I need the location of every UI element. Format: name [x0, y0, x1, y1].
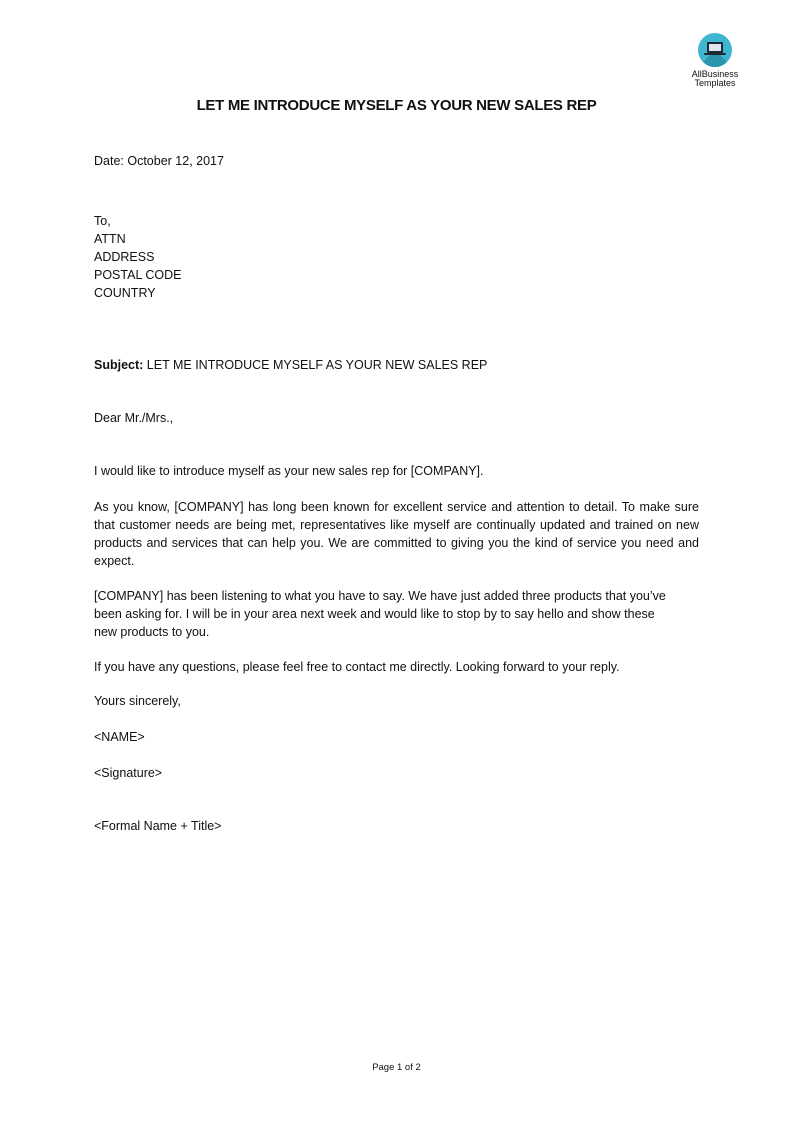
recipient-country: COUNTRY	[94, 286, 156, 300]
recipient-attn: ATTN	[94, 232, 126, 246]
recipient-to: To,	[94, 214, 111, 228]
date-line: Date: October 12, 2017	[94, 154, 224, 168]
formal-name-title: <Formal Name + Title>	[94, 819, 222, 833]
subject-label: Subject:	[94, 358, 144, 372]
subject-line	[94, 356, 487, 374]
laptop-icon	[698, 33, 732, 67]
paragraph-service: As you know, [COMPANY] has long been known for excellent service and attention to detail. To make sure that customer needs are being met, representatives like myself are continually updated and trained on new products and services that can help you. We are committed to giving you the kind of service you need and expect.	[94, 500, 699, 568]
salutation: Dear Mr./Mrs.,	[94, 411, 174, 425]
logo-text-line1: AllBusiness	[691, 69, 739, 79]
document-title: LET ME INTRODUCE MYSELF AS YOUR NEW SALES REP	[196, 97, 597, 114]
signature-placeholder: <Signature>	[94, 766, 163, 780]
paragraph-intro: I would like to introduce myself as your new sales rep for [COMPANY].	[94, 464, 484, 478]
sender-name: <NAME>	[94, 730, 145, 744]
allbusiness-templates-logo	[684, 33, 746, 88]
logo-text-line2: Templates	[694, 78, 736, 88]
page-number: Page 1 of 2	[372, 1062, 421, 1073]
subject-text: LET ME INTRODUCE MYSELF AS YOUR NEW SALES REP	[146, 358, 488, 372]
paragraph-contact: If you have any questions, please feel free to contact me directly. Looking forward to your reply.	[94, 660, 620, 674]
paragraph-products: [COMPANY] has been listening to what you have to say. We have just added three products that you’ve been asking for. I will be in your area next week and would like to stop by to say hello and show these new products to you.	[94, 589, 666, 639]
recipient-postal-code: POSTAL CODE	[94, 268, 182, 282]
recipient-address: ADDRESS	[94, 250, 155, 264]
closing: Yours sincerely,	[94, 694, 181, 708]
